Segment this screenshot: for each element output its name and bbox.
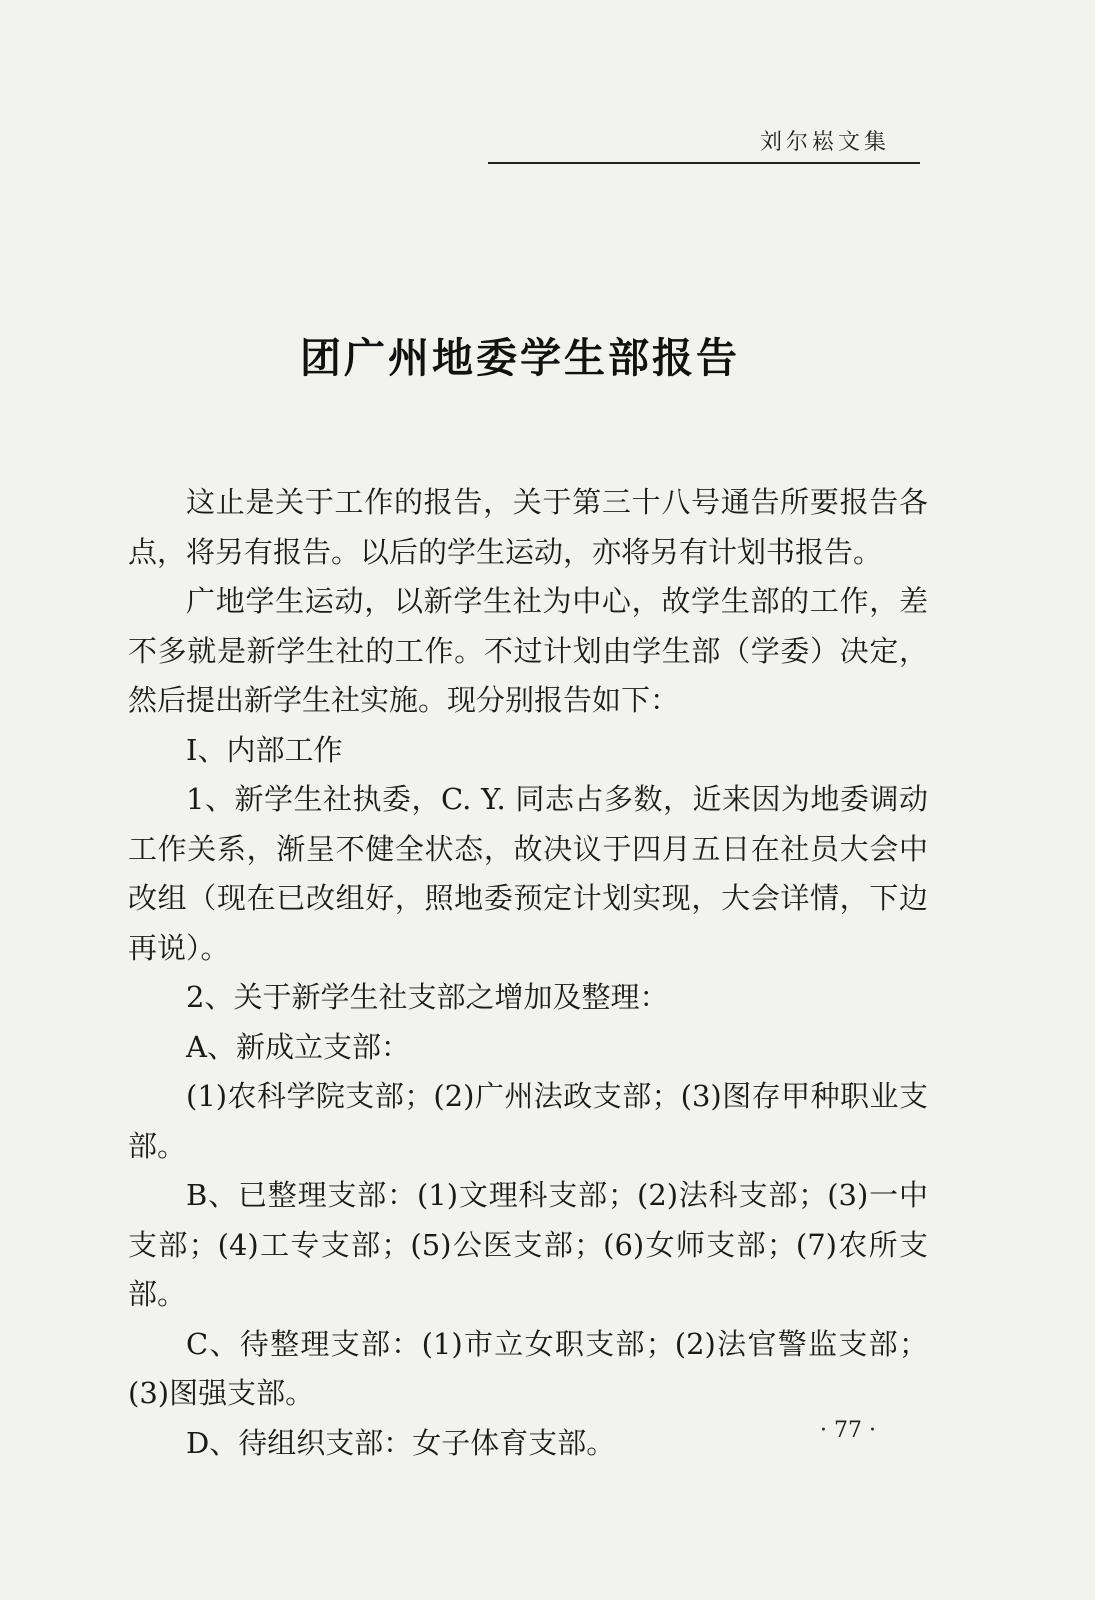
list-item: B、已整理支部：(1)文理科支部；(2)法科支部；(3)一中支部；(4)工专支部；(5)公医支部；(6)女师支部；(7)农所支部。 <box>128 1178 928 1311</box>
running-header-title: 刘尔崧文集 <box>759 130 890 155</box>
document-title: 团广州地委学生部报告 <box>300 334 740 382</box>
list-heading: A、新成立支部： <box>186 1029 410 1064</box>
list-item: C、待整理支部：(1)市立女职支部；(2)法官警监支部；(3)图强支部。 <box>128 1326 928 1410</box>
header-rule <box>488 162 920 164</box>
paragraph: 1、新学生社执委，C. Y. 同志占多数，近来因为地委调动工作关系，渐呈不健全状态，故决议于四月五日在社员大会中改组（现在已改组好，照地委预定计划实现，大会详情，下边再说）。 <box>128 782 928 965</box>
paragraph: 2、关于新学生社支部之增加及整理： <box>186 980 669 1014</box>
list-item: D、待组织支部：女子体育支部。 <box>186 1425 616 1460</box>
document-body <box>128 478 928 1468</box>
list-item: (1)农科学院支部；(2)广州法政支部；(3)图存甲种职业支部。 <box>128 1079 928 1163</box>
paragraph: 广地学生运动，以新学生社为中心，故学生部的工作，差不多就是新学生社的工作。不过计划由学生部（学委）决定，然后提出新学生社实施。现分别报告如下： <box>128 584 928 717</box>
section-heading: I、内部工作 <box>186 732 343 767</box>
paragraph: 这止是关于工作的报告，关于第三十八号通告所要报告各点，将另有报告。以后的学生运动，亦将另有计划书报告。 <box>128 485 928 569</box>
page-number: · 77 · <box>820 1418 876 1443</box>
